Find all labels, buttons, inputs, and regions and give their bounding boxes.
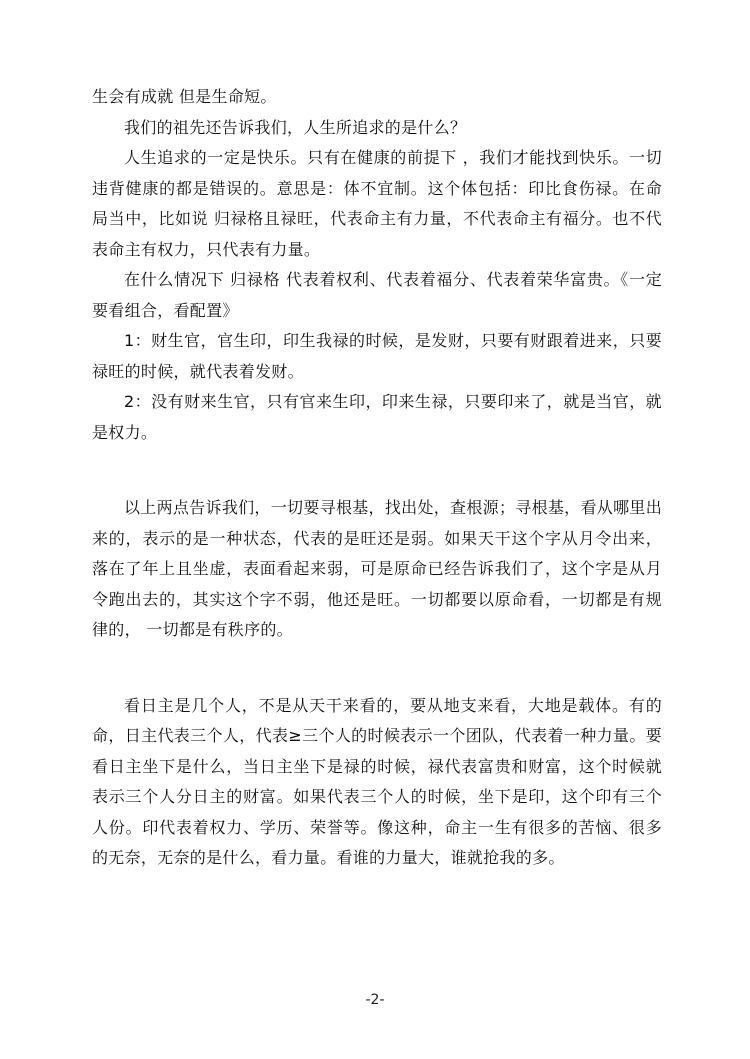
paragraph-6: 2：没有财来生官，只有官来生印，印来生禄，只要印来了，就是当官，就是权力。 xyxy=(92,392,662,442)
paragraph-gap xyxy=(92,448,662,493)
paragraph-7: 以上两点告诉我们，一切要寻根基，找出处，查根源；寻根基，看从哪里出来的，表示的是一种状态，代表的是旺还是弱。如果天干这个字从月令出来，落在了年上且坐虚，表面看起来弱，可是原命已经告诉我们了，这个字是从月令跑出去的，其实这个字不弱，他还是旺。一切都要以原命看，一切都是有规律的， 一切都是有秩序的。 xyxy=(92,498,662,639)
paragraph-3: 人生追求的一定是快乐。只有在健康的前提下 ，我们才能找到快乐。一切违背健康的都是错误的。意思是：体不宜制。这个体包括：印比食伤禄。在命局当中，比如说 归禄格且禄旺，代表命主有力量，不代表命主有福分。也不代表命主有权力，只代表有力量。 xyxy=(92,148,662,259)
paragraph-1: 生会有成就 但是生命短。 xyxy=(92,87,277,106)
paragraph-4: 在什么情况下 归禄格 代表着权利、代表着福分、代表着荣华富贵。《一定要看组合，看配置》 xyxy=(92,270,662,320)
paragraph-2: 我们的祖先还告诉我们，人生所追求的是什么？ xyxy=(124,117,467,137)
document-body xyxy=(92,82,662,874)
paragraph-gap xyxy=(92,646,662,691)
page-number: -2- xyxy=(365,992,385,1008)
paragraph-8: 看日主是几个人，不是从天干来看的，要从地支来看，大地是载体。有的命，日主代表三个人，代表≥三个人的时候表示一个团队，代表着一种力量。要看日主坐下是什么，当日主坐下是禄的时候，禄代表富贵和财富，这个时候就表示三个人分日主的财富。如果代表三个人的时候，坐下是印，这个印有三个人份。印代表着权力、学历、荣誉等。像这种，命主一生有很多的苦恼、很多的无奈，无奈的是什么，看力量。看谁的力量大，谁就抢我的多。 xyxy=(92,695,662,867)
paragraph-5: 1：财生官，官生印，印生我禄的时候，是发财，只要有财跟着进来，只要禄旺的时候，就代表着发财。 xyxy=(92,331,662,381)
